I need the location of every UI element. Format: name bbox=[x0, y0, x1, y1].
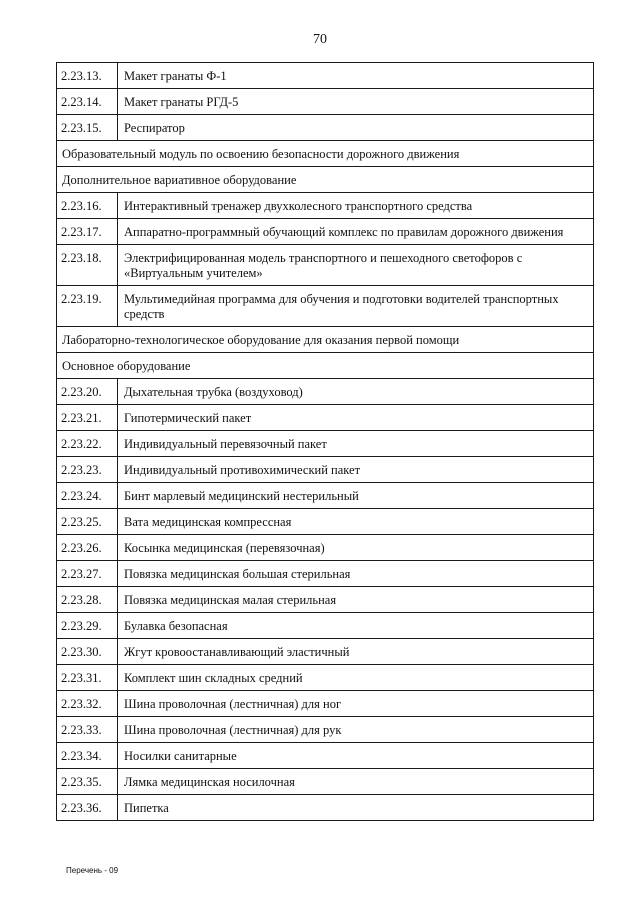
table-row bbox=[57, 509, 594, 535]
item-number: 2.23.14. bbox=[57, 89, 118, 115]
section-title: Образовательный модуль по освоению безопасности дорожного движения bbox=[57, 141, 594, 167]
item-name: Макет гранаты РГД-5 bbox=[118, 89, 594, 115]
item-name: Аппаратно-программный обучающий комплекс по правилам дорожного движения bbox=[118, 219, 594, 245]
item-name: Лямка медицинская носилочная bbox=[118, 769, 594, 795]
item-name: Дыхательная трубка (воздуховод) bbox=[118, 379, 594, 405]
item-name: Жгут кровоостанавливающий эластичный bbox=[118, 639, 594, 665]
table-row bbox=[57, 743, 594, 769]
section-row bbox=[57, 353, 594, 379]
equipment-table-body bbox=[57, 63, 594, 821]
item-name: Пипетка bbox=[118, 795, 594, 821]
table-row bbox=[57, 691, 594, 717]
item-number: 2.23.28. bbox=[57, 587, 118, 613]
item-number: 2.23.16. bbox=[57, 193, 118, 219]
item-number: 2.23.27. bbox=[57, 561, 118, 587]
item-number: 2.23.29. bbox=[57, 613, 118, 639]
table-row bbox=[57, 405, 594, 431]
item-name: Повязка медицинская большая стерильная bbox=[118, 561, 594, 587]
item-number: 2.23.18. bbox=[57, 245, 118, 286]
table-row bbox=[57, 613, 594, 639]
item-name: Булавка безопасная bbox=[118, 613, 594, 639]
item-number: 2.23.35. bbox=[57, 769, 118, 795]
table-row bbox=[57, 245, 594, 286]
item-number: 2.23.23. bbox=[57, 457, 118, 483]
table-row bbox=[57, 795, 594, 821]
table-row bbox=[57, 431, 594, 457]
item-name: Комплект шин складных средний bbox=[118, 665, 594, 691]
table-row bbox=[57, 193, 594, 219]
table-row bbox=[57, 89, 594, 115]
item-number: 2.23.30. bbox=[57, 639, 118, 665]
item-number: 2.23.19. bbox=[57, 286, 118, 327]
item-number: 2.23.33. bbox=[57, 717, 118, 743]
item-number: 2.23.36. bbox=[57, 795, 118, 821]
item-number: 2.23.31. bbox=[57, 665, 118, 691]
table-row bbox=[57, 639, 594, 665]
item-name: Индивидуальный противохимический пакет bbox=[118, 457, 594, 483]
table-row bbox=[57, 717, 594, 743]
item-name: Вата медицинская компрессная bbox=[118, 509, 594, 535]
item-number: 2.23.26. bbox=[57, 535, 118, 561]
item-name: Мультимедийная программа для обучения и подготовки водителей транспортных средств bbox=[118, 286, 594, 327]
item-number: 2.23.17. bbox=[57, 219, 118, 245]
item-number: 2.23.21. bbox=[57, 405, 118, 431]
table-row bbox=[57, 379, 594, 405]
item-number: 2.23.20. bbox=[57, 379, 118, 405]
item-name: Макет гранаты Ф-1 bbox=[118, 63, 594, 89]
table-row bbox=[57, 587, 594, 613]
section-title: Дополнительное вариативное оборудование bbox=[57, 167, 594, 193]
equipment-table bbox=[56, 62, 594, 821]
item-number: 2.23.22. bbox=[57, 431, 118, 457]
item-name: Шина проволочная (лестничная) для ног bbox=[118, 691, 594, 717]
item-name: Шина проволочная (лестничная) для рук bbox=[118, 717, 594, 743]
section-title: Основное оборудование bbox=[57, 353, 594, 379]
section-row bbox=[57, 327, 594, 353]
table-row bbox=[57, 219, 594, 245]
section-row bbox=[57, 141, 594, 167]
page-number: 70 bbox=[313, 32, 327, 47]
item-number: 2.23.15. bbox=[57, 115, 118, 141]
item-number: 2.23.25. bbox=[57, 509, 118, 535]
item-name: Индивидуальный перевязочный пакет bbox=[118, 431, 594, 457]
table-row bbox=[57, 483, 594, 509]
item-name: Бинт марлевый медицинский нестерильный bbox=[118, 483, 594, 509]
item-name: Повязка медицинская малая стерильная bbox=[118, 587, 594, 613]
item-name: Электрифицированная модель транспортного и пешеходного светофоров с «Виртуальным учителем» bbox=[118, 245, 594, 286]
table-row bbox=[57, 561, 594, 587]
section-title: Лабораторно-технологическое оборудование для оказания первой помощи bbox=[57, 327, 594, 353]
item-number: 2.23.32. bbox=[57, 691, 118, 717]
item-number: 2.23.34. bbox=[57, 743, 118, 769]
footer-document-code: Перечень - 09 bbox=[66, 866, 119, 875]
item-name: Косынка медицинская (перевязочная) bbox=[118, 535, 594, 561]
section-row bbox=[57, 167, 594, 193]
item-name: Носилки санитарные bbox=[118, 743, 594, 769]
item-name: Интерактивный тренажер двухколесного транспортного средства bbox=[118, 193, 594, 219]
item-number: 2.23.24. bbox=[57, 483, 118, 509]
table-row bbox=[57, 286, 594, 327]
item-name: Респиратор bbox=[118, 115, 594, 141]
item-number: 2.23.13. bbox=[57, 63, 118, 89]
table-row bbox=[57, 63, 594, 89]
table-row bbox=[57, 665, 594, 691]
table-row bbox=[57, 457, 594, 483]
table-row bbox=[57, 535, 594, 561]
table-row bbox=[57, 769, 594, 795]
item-name: Гипотермический пакет bbox=[118, 405, 594, 431]
table-row bbox=[57, 115, 594, 141]
